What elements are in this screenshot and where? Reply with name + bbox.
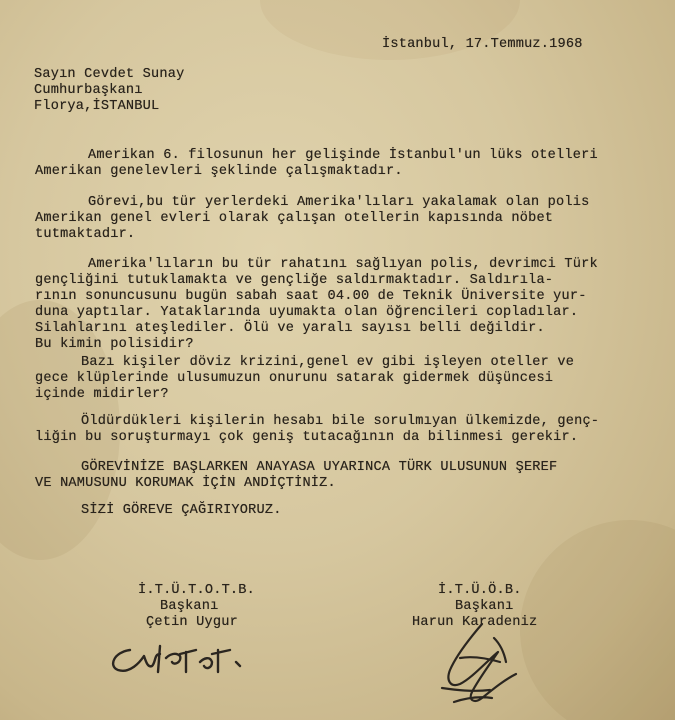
right-handwritten-signature <box>420 618 530 710</box>
body-line: tutmaktadır. <box>35 227 136 242</box>
body-line: Bazı kişiler döviz krizini,genel ev gibi işleyen oteller ve <box>81 355 575 370</box>
right-signatory-name: Harun Karadeniz <box>412 615 538 630</box>
recipient-name: Sayın Cevdet Sunay <box>34 67 185 82</box>
left-handwritten-signature <box>100 632 270 682</box>
body-line: GÖREVİNİZE BAŞLARKEN ANAYASA UYARINCA TÜRK ULUSUNUN ŞEREF <box>81 460 558 475</box>
body-line: Öldürdükleri kişilerin hesabı bile sorulmıyan ülkemizde, genç- <box>81 414 600 429</box>
body-line: Amerikan genelevleri şeklinde çalışmaktadır. <box>35 164 403 179</box>
body-line: Amerika'lıların bu tür rahatını sağlıyan polis, devrimci Türk <box>88 257 598 272</box>
recipient-address: Florya,İSTANBUL <box>34 99 160 114</box>
left-signatory-name: Çetin Uygur <box>146 615 238 630</box>
body-line: rının sonuncusunu bugün sabah saat 04.00 de Teknik Üniversite yur- <box>35 289 587 304</box>
body-line: SİZİ GÖREVE ÇAĞIRIYORUZ. <box>81 503 282 518</box>
letter-date: İstanbul, 17.Temmuz.1968 <box>382 37 583 52</box>
left-signatory-title: Başkanı <box>160 599 219 614</box>
body-line: gençliğini tutuklamakta ve gençliğe saldırmaktadır. Saldırıla- <box>35 273 554 288</box>
body-line: Amerikan genel evleri olarak çalışan otellerin kapısında nöbet <box>35 211 554 226</box>
left-signatory-org: İ.T.Ü.T.O.T.B. <box>138 583 256 598</box>
body-line: liğin bu soruşturmayı çok geniş tutacağının da bilinmesi gerekir. <box>35 430 579 445</box>
right-signatory-title: Başkanı <box>455 599 514 614</box>
body-line: duna yaptılar. Yataklarında uyumakta olan öğrencileri copladılar. <box>35 305 579 320</box>
right-signatory-org: İ.T.Ü.Ö.B. <box>438 583 522 598</box>
body-line: VE NAMUSUNU KORUMAK İÇİN ANDİÇTİNİZ. <box>35 476 336 491</box>
body-line: Görevi,bu tür yerlerdeki Amerika'lıları yakalamak olan polis <box>88 195 590 210</box>
body-line: Bu kimin polisidir? <box>35 337 194 352</box>
recipient-title: Cumhurbaşkanı <box>34 83 143 98</box>
body-line: Amerikan 6. filosunun her gelişinde İstanbul'un lüks otelleri <box>88 148 598 163</box>
body-line: gece klüplerinde ulusumuzun onurunu satarak gidermek düşüncesi <box>35 371 554 386</box>
body-line: Silahlarını ateşlediler. Ölü ve yaralı sayısı belli değildir. <box>35 321 545 336</box>
body-line: içinde midirler? <box>35 387 169 402</box>
